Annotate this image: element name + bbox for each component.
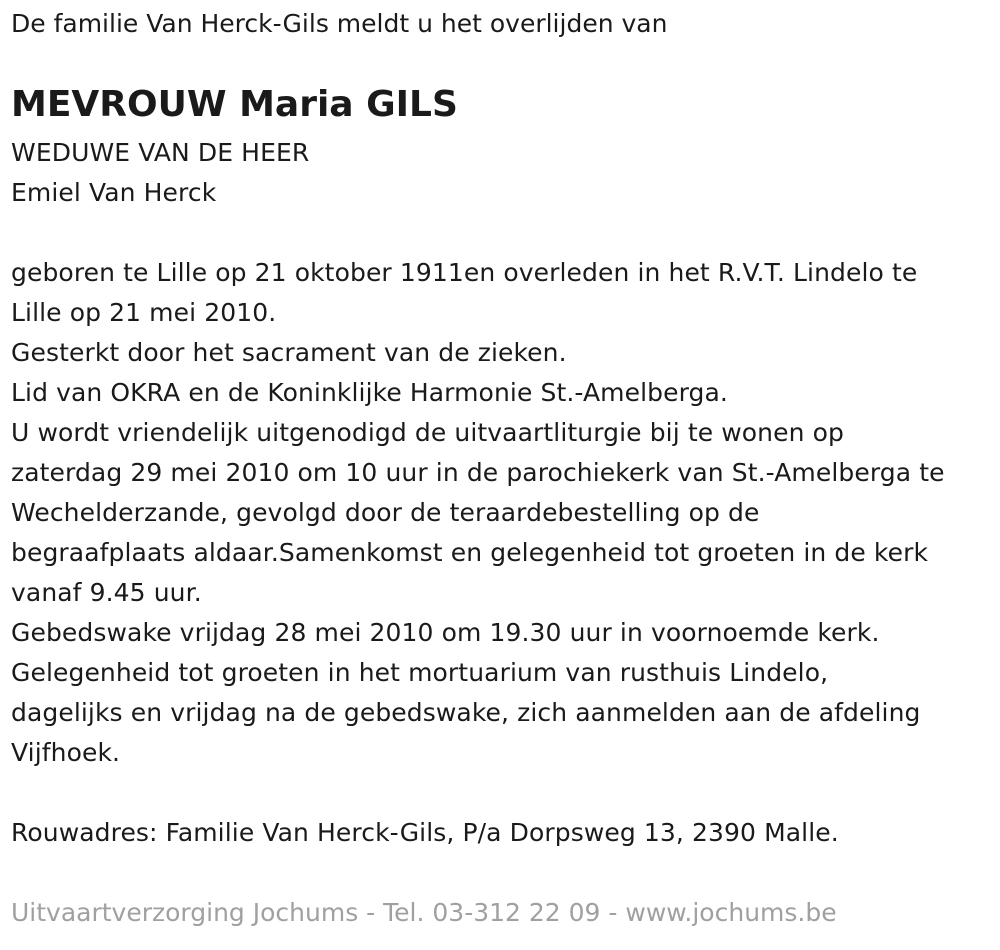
spouse-line: Emiel Van Herck xyxy=(11,178,217,207)
mourning-address: Rouwadres: Familie Van Herck-Gils, P/a Dorpsweg 13, 2390 Malle. xyxy=(11,818,839,847)
spouse-line: WEDUWE VAN DE HEER xyxy=(11,138,310,167)
body-line: Lille op 21 mei 2010. xyxy=(11,298,277,327)
body-line: zaterdag 29 mei 2010 om 10 uur in de parochiekerk van St.-Amelberga te xyxy=(11,458,945,487)
body-line: Gelegenheid tot groeten in het mortuarium van rusthuis Lindelo, xyxy=(11,658,829,687)
intro-text: De familie Van Herck-Gils meldt u het overlijden van xyxy=(11,9,668,38)
body-line: Gesterkt door het sacrament van de zieken. xyxy=(11,338,567,367)
deceased-name: MEVROUW Maria GILS xyxy=(11,84,458,125)
body-line: Wechelderzande, gevolgd door de teraardebestelling op de xyxy=(11,498,760,527)
body-line: dagelijks en vrijdag na de gebedswake, zich aanmelden aan de afdeling xyxy=(11,698,921,727)
body-line: Gebedswake vrijdag 28 mei 2010 om 19.30 uur in voornoemde kerk. xyxy=(11,618,880,647)
body-line: Lid van OKRA en de Koninklijke Harmonie St.-Amelberga. xyxy=(11,378,728,407)
funeral-home-footer: Uitvaartverzorging Jochums - Tel. 03-312 22 09 - www.jochums.be xyxy=(11,898,837,927)
notice-body xyxy=(11,253,945,773)
body-line: begraafplaats aldaar.Samenkomst en gelegenheid tot groeten in de kerk xyxy=(11,538,929,567)
body-line: geboren te Lille op 21 oktober 1911en overleden in het R.V.T. Lindelo te xyxy=(11,258,918,287)
body-line: Vijfhoek. xyxy=(11,738,121,767)
spouse-block xyxy=(11,133,309,213)
body-line: U wordt vriendelijk uitgenodigd de uitvaartliturgie bij te wonen op xyxy=(11,418,844,447)
body-line: vanaf 9.45 uur. xyxy=(11,578,202,607)
